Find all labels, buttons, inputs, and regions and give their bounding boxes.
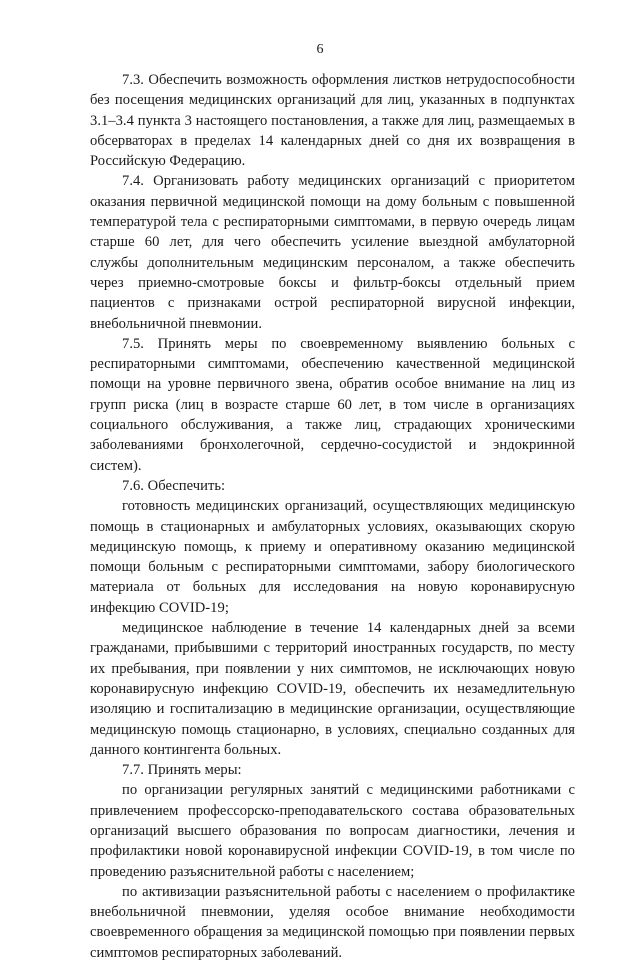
paragraph-7-4: 7.4. Организовать работу медицинских организаций с приоритетом оказания первичной медицинской помощи на дому больным с повышенной температурой тела с респираторными симптомами, в первую очередь лицам старше 60 лет, для чего обеспечить усиление выездной амбулаторной службы дополнительным медицинским персоналом, а также обеспечить через приемно-смотровые боксы и фильтр-боксы отдельный прием пациентов с признаками острой респираторной вирусной инфекции, внебольничной пневмонии. (90, 173, 575, 332)
paragraph-7-6-observation: медицинское наблюдение в течение 14 календарных дней за всеми гражданами, прибывшими с территорий иностранных государств, по месту их пребывания, при появлении у них симптомов, не исключающих новую коронавирусную инфекцию COVID-19, обеспечить их незамедлительную изоляцию и госпитализацию в медицинские организации, осуществляющие медицинскую помощь стационарно, в условиях, специально созданных для данного контингента больных. (90, 620, 575, 758)
paragraph-7-5: 7.5. Принять меры по своевременному выявлению больных с респираторными симптомами, обеспечению качественной медицинской помощи на уровне первичного звена, обратив особое внимание на лиц из групп риска (лиц в возрасте старше 60 лет, в том числе в организациях социального обслуживания, а также лиц, страдающих хроническими заболеваниями бронхолегочной, сердечно-сосудистой и эндокринной систем). (90, 335, 575, 474)
paragraph-7-6-readiness: готовность медицинских организаций, осуществляющих медицинскую помощь в стационарных и амбулаторных условиях, оказывающих скорую медицинскую помощь, к приему и оперативному оказанию медицинской помощи больным с респираторными симптомами, забору биологического материала от больных для исследования на новую коронавирусную инфекцию COVID-19; (90, 498, 575, 616)
paragraph-7-7-heading: 7.7. Принять меры: (122, 762, 242, 779)
page-number: 6 (316, 42, 324, 57)
paragraph-7-7-outreach: по активизации разъяснительной работы с населением о профилактике внебольничной пневмонии, уделяя особое внимание необходимости своевременного обращения за медицинской помощью при появлении первых симптомов респираторных заболеваний. (90, 883, 575, 961)
document-body (90, 70, 575, 963)
paragraph-7-7-training: по организации регулярных занятий с медицинскими работниками с привлечением профессорско-преподавательского состава образовательных организаций высшего образования по вопросам диагностики, лечения и профилактики новой коронавирусной инфекции COVID-19, в том числе по проведению разъяснительной работы с населением; (90, 782, 575, 880)
paragraph-7-6-heading: 7.6. Обеспечить: (122, 477, 226, 494)
paragraph-7-3: 7.3. Обеспечить возможность оформления листков нетрудоспособности без посещения медицинских организаций для лиц, указанных в подпунктах 3.1–3.4 пункта 3 настоящего постановления, а также для лиц, размещаемых в обсерваторах в пределах 14 календарных дней со дня их возвращения в Российскую Федерацию. (90, 72, 575, 170)
